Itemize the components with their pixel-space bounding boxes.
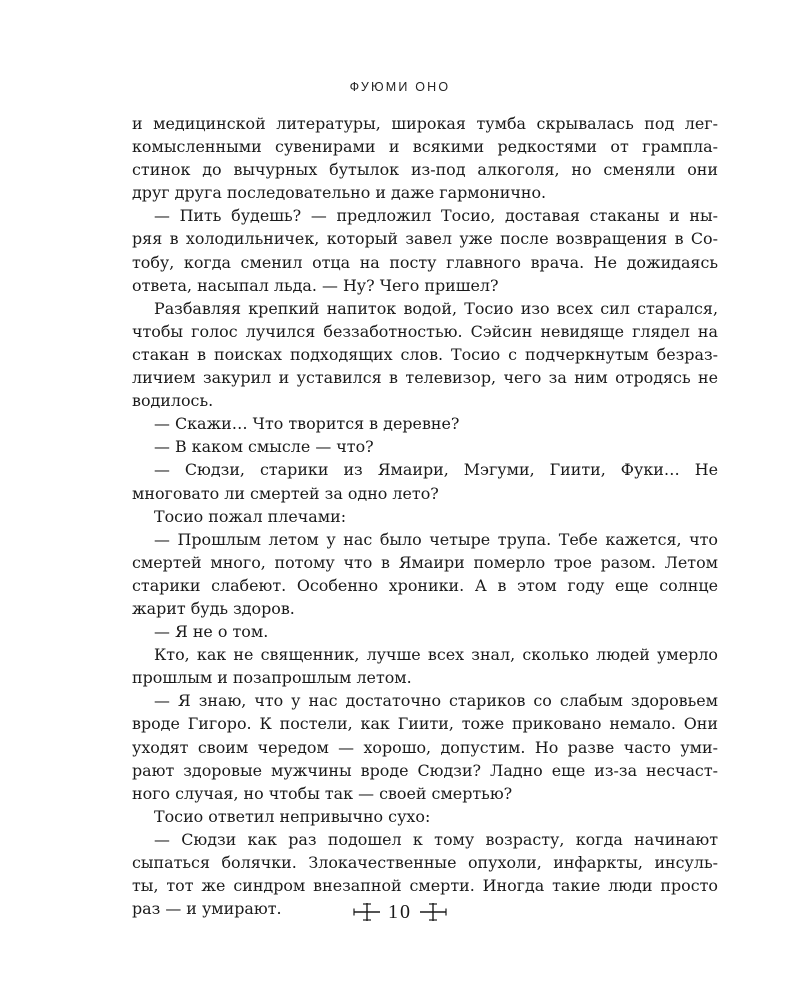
page-number: 10 [388,900,412,923]
body-text [132,112,718,920]
text-line: Разбавляя крепкий напиток водой, Тосио изо всех сил старался, [154,298,718,318]
text-line: и медицинской литературы, широкая тумба скрывалась под лег- [132,114,718,133]
text-line: ответа, насыпал льда. — Ну? Чего пришел? [132,275,499,295]
text-line: — В каком смысле — что? [154,437,374,457]
text-line: друг друга последовательно и даже гармонично. [132,183,547,203]
text-line: Тосио пожал плечами: [154,506,347,526]
text-line: — Прошлым летом у нас было четыре трупа. Тебе кажется, что [154,529,718,549]
text-line: многовато ли смертей за одно лето? [132,483,439,503]
text-line: вроде Гигоро. К постели, как Гиити, тоже приковано немало. Они [132,714,718,734]
text-line: раз — и умирают. [132,899,282,919]
cross-ornament-icon [418,900,448,924]
text-line: смертей много, потому что в Ямаири померло трое разом. Летом [132,552,718,572]
text-line: Кто, как не священник, лучше всех знал, сколько людей умерло [154,645,718,665]
text-line: ты, тот же синдром внезапной смерти. Иногда такие люди просто [132,876,718,896]
page-folio [0,900,800,924]
text-line: ного случая, но чтобы так — своей смертью? [132,783,513,803]
text-line: сыпаться болячки. Злокачественные опухоли, инфаркты, инсуль- [132,853,718,872]
text-line: — Я не о том. [154,622,269,642]
text-line: прошлым и позапрошлым летом. [132,668,412,688]
text-line: жарит будь здоров. [132,598,295,618]
text-line: тобу, когда сменил отца на посту главного врача. Не дожидаясь [132,252,718,272]
text-line: уходят своим чередом — хорошо, допустим. Но разве часто уми- [132,737,718,757]
text-line: чтобы голос лучился беззаботностью. Сэйсин невидяще глядел на [132,321,718,341]
text-line: — Я знаю, что у нас достаточно стариков со слабым здоровьем [154,691,718,711]
text-line: Тосио ответил непривычно сухо: [154,806,431,826]
cross-ornament-icon [352,900,382,924]
text-line: старики слабеют. Особенно хроники. А в этом году еще солнце [132,575,718,595]
text-line: стакан в поисках подходящих слов. Тосио с подчеркнутым безраз- [132,344,718,364]
text-line: стинок до вычурных бутылок из-под алкоголя, но сменяли они [132,160,718,180]
text-line: рают здоровые мужчины вроде Сюдзи? Ладно еще из-за несчаст- [132,760,718,780]
text-line: водилось. [132,391,214,411]
text-line: комысленными сувенирами и всякими редкостями от грампла- [132,137,718,157]
text-line: — Сюдзи, старики из Ямаири, Мэгуми, Гиити, Фуки… Не [154,460,718,480]
text-line: — Пить будешь? — предложил Тосио, доставая стаканы и ны- [154,206,718,226]
text-line: личием закурил и уставился в телевизор, чего за ним отродясь не [132,368,718,388]
text-line: — Сюдзи как раз подошел к тому возрасту, когда начинают [154,829,718,849]
text-line: ряя в холодильничек, который завел уже после возвращения в Со- [132,229,718,249]
text-line: — Скажи… Что творится в деревне? [154,414,460,434]
running-title: ФУЮМИ ОНО [349,80,451,94]
